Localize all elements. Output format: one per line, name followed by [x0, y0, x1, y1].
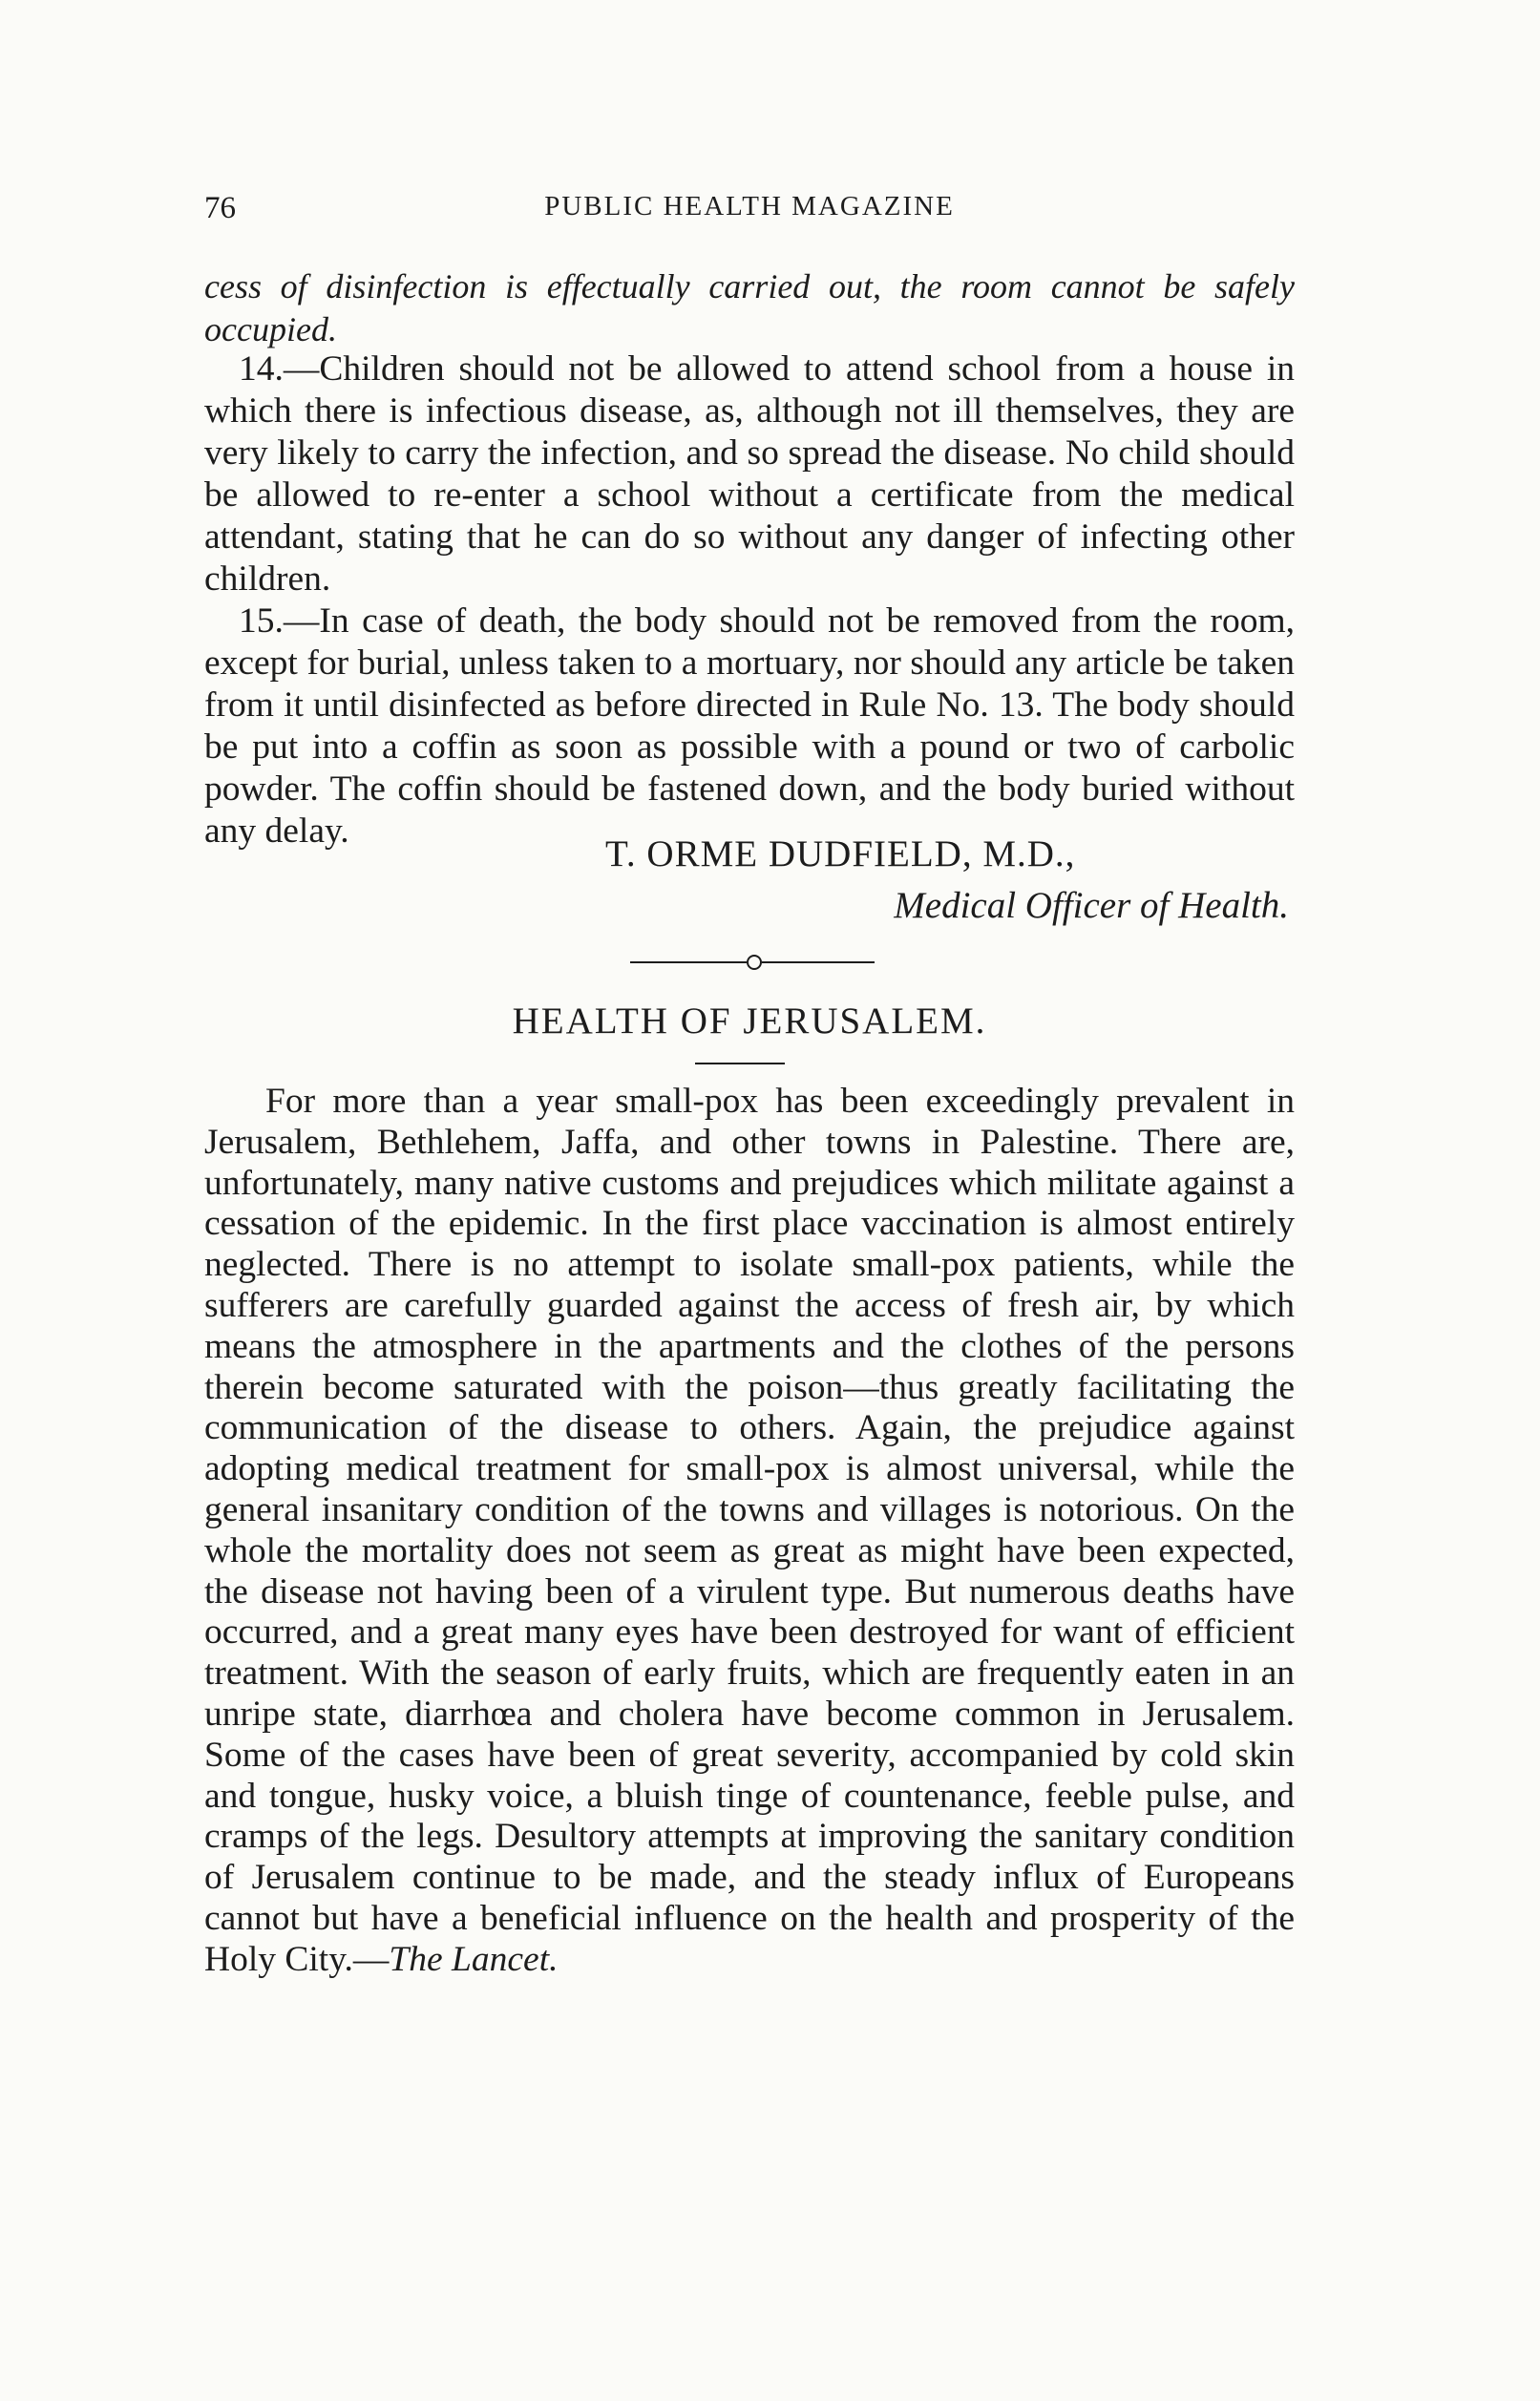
article-body: [204, 1082, 1295, 1981]
article-text: For more than a year small-pox has been exceedingly prevalent in Jerusalem, Bethlehem, Jaffa, and other towns in Palestine. There are, unfortunately, many native customs and prejudices which militate against a cessation of the epidemic. In the first place vaccination is almost entirely neglected. There is no attempt to isolate small-pox patients, while the sufferers are carefully guarded against the access of fresh air, by which means the atmosphere in the apartments and the clothes of the persons therein become saturated with the poison—thus greatly facilitating the communication of the disease to others. Again, the prejudice against adopting medical treatment for small-pox is almost universal, while the general insanitary condition of the towns and villages is notorious. On the whole the mortality does not seem as great as might have been expected, the disease not having been of a virulent type. But numerous deaths have occurred, and a great many eyes have been destroyed for want of efficient treatment. With the season of early fruits, which are frequently eaten in an unripe state, diarrhœa and cholera have become common in Jerusalem. Some of the cases have been of great severity, accompanied by cold skin and tongue, husky voice, a bluish tinge of countenance, feeble pulse, and cramps of the legs. Desultory attempts at improving the sanitary condition of Jerusalem continue to be made, and the steady influx of Europeans cannot but have a beneficial influence on the health and prosperity of the Holy City.—: [204, 1082, 1295, 1979]
running-head: [204, 191, 1295, 248]
rule-15: [204, 600, 1295, 853]
rule-14: [204, 348, 1295, 600]
continued-text: cess of disinfection is effectually carried out, the room cannot be safely occupied.: [204, 267, 1295, 348]
rule-number: 15.: [239, 601, 284, 641]
page-number: 76: [204, 191, 236, 225]
rules-list: [204, 348, 1295, 853]
rule-text: —Children should not be allowed to attend school from a house in which there is infectious disease, as, although not ill themselves, they are very likely to carry the infection, and so spread the disease. No child should be allowed to re-enter a school without a certificate from the medical attendant, stating that he can do so without any danger of infecting other children.: [204, 349, 1295, 599]
magazine-title: PUBLIC HEALTH MAGAZINE: [544, 191, 955, 221]
article-source: The Lancet.: [389, 1939, 559, 1979]
rule-text: —In case of death, the body should not be removed from the room, except for burial, unless taken to a mortuary, nor should any article be taken from it until disinfected as before directed in Rule No. 13. The body should be put into a coffin as soon as possible with a pound or two of carbolic powder. The coffin should be fastened down, and the body buried without any delay.: [204, 601, 1295, 851]
ornament-line-right: [762, 961, 875, 963]
title-underline: [695, 1063, 785, 1064]
article-title: HEALTH OF JERUSALEM.: [512, 1000, 987, 1042]
ornament-line-left: [630, 961, 747, 963]
signature-name: T. ORME DUDFIELD, M.D.,: [605, 833, 1076, 874]
signature-title: Medical Officer of Health.: [894, 885, 1289, 926]
signature-block: [204, 829, 1295, 932]
continued-text-block: [204, 265, 1295, 351]
section-ornament: [204, 955, 1295, 968]
rule-number: 14.: [239, 349, 284, 389]
article-paragraph: [204, 1082, 1295, 1981]
ornament-circle: [747, 955, 762, 970]
